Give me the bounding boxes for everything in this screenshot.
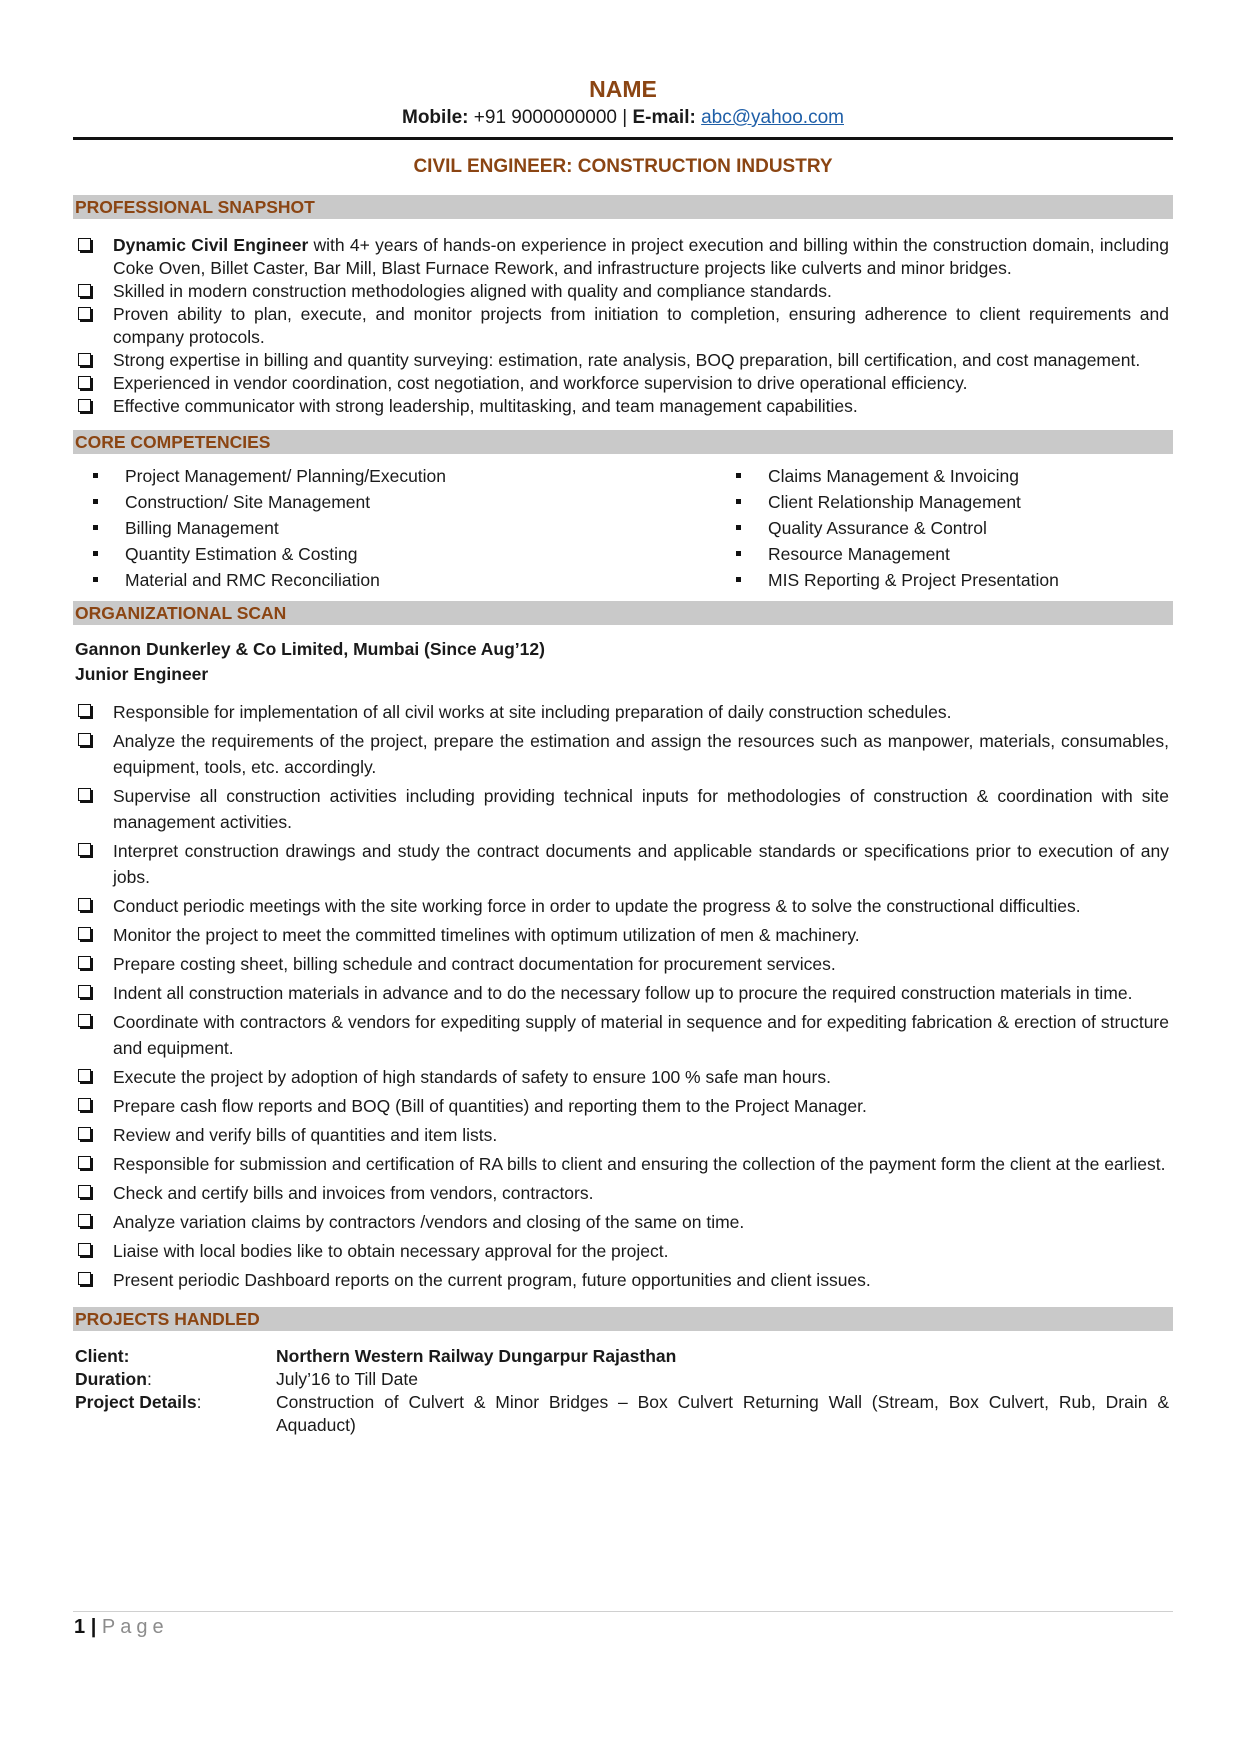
duration-label-cell xyxy=(75,1368,276,1391)
checkbox-bullet-icon xyxy=(78,1243,91,1256)
details-label-cell xyxy=(75,1391,276,1437)
contact-separator: | xyxy=(622,107,628,128)
checkbox-bullet-icon xyxy=(78,307,91,320)
list-item-text: Material and RMC Reconciliation xyxy=(125,570,380,590)
square-bullet-icon xyxy=(736,551,741,556)
checkbox-bullet-icon xyxy=(78,985,91,998)
list-item-text: Interpret construction drawings and study the contract documents and applicable standards or specifications prior to execution of any jobs. xyxy=(113,841,1169,887)
checkbox-bullet-icon xyxy=(78,353,91,366)
details-colon: : xyxy=(196,1392,202,1412)
list-item-text: Analyze the requirements of the project, prepare the estimation and assign the resources such as manpower, materials, consumables, equipment, tools, etc. accordingly. xyxy=(113,731,1169,777)
client-label: Client: xyxy=(75,1346,130,1366)
footer-separator: | xyxy=(90,1616,97,1638)
snapshot-lead-bold: Dynamic Civil Engineer xyxy=(113,235,309,255)
list-item-text: Resource Management xyxy=(768,544,950,564)
list-item xyxy=(73,1238,1173,1264)
competencies-right-column xyxy=(623,463,1059,593)
job-title: Junior Engineer xyxy=(75,664,209,684)
square-bullet-icon xyxy=(93,473,98,478)
list-item-text: Analyze variation claims by contractors /vendors and closing of the same on time. xyxy=(113,1212,745,1232)
list-item xyxy=(73,893,1173,919)
checkbox-bullet-icon xyxy=(78,927,91,940)
list-item xyxy=(73,951,1173,977)
mobile-value: +91 9000000000 xyxy=(473,107,617,128)
page-footer xyxy=(74,1616,169,1639)
list-item xyxy=(73,349,1173,372)
responsibilities-list xyxy=(73,699,1173,1293)
list-item-text: Coordinate with contractors & vendors for expediting supply of material in sequence and for expediting fabrication & erection of structure and equipment. xyxy=(113,1012,1169,1058)
list-item xyxy=(73,1009,1173,1061)
footer-divider xyxy=(73,1611,1173,1612)
list-item-text: Supervise all construction activities including providing technical inputs for methodologies of construction & coordination with site management activities. xyxy=(113,786,1169,832)
contact-line xyxy=(73,107,1173,129)
competencies-left-column xyxy=(73,463,623,593)
list-item xyxy=(73,303,1173,349)
list-item xyxy=(73,515,623,541)
square-bullet-icon xyxy=(93,551,98,556)
page-word: Page xyxy=(101,1616,169,1638)
employment-heading xyxy=(73,637,1173,687)
list-item-text: Prepare costing sheet, billing schedule and contract documentation for procurement services. xyxy=(113,954,836,974)
list-item-text: Strong expertise in billing and quantity surveying: estimation, rate analysis, BOQ preparation, bill certification, and cost management. xyxy=(113,350,1141,370)
list-item xyxy=(73,463,623,489)
list-item-text: MIS Reporting & Project Presentation xyxy=(768,570,1059,590)
list-item xyxy=(73,567,623,593)
email-link[interactable]: abc@yahoo.com xyxy=(701,107,844,128)
project-details xyxy=(73,1345,1173,1437)
list-item xyxy=(73,1209,1173,1235)
page-number: 1 xyxy=(74,1616,86,1638)
header-divider xyxy=(73,137,1173,140)
list-item xyxy=(73,1122,1173,1148)
section-organizational-scan: ORGANIZATIONAL SCAN xyxy=(73,601,1173,625)
list-item-text: Present periodic Dashboard reports on the current program, future opportunities and client issues. xyxy=(113,1270,871,1290)
checkbox-bullet-icon xyxy=(78,1214,91,1227)
list-item-text: Responsible for submission and certification of RA bills to client and ensuring the collection of the payment form the client at the earliest. xyxy=(113,1154,1166,1174)
list-item-text: Prepare cash flow reports and BOQ (Bill of quantities) and reporting them to the Project Manager. xyxy=(113,1096,867,1116)
list-item-text: Check and certify bills and invoices from vendors, contractors. xyxy=(113,1183,594,1203)
checkbox-bullet-icon xyxy=(78,1014,91,1027)
resume-page xyxy=(73,0,1173,1437)
checkbox-bullet-icon xyxy=(78,1098,91,1111)
checkbox-bullet-icon xyxy=(78,1272,91,1285)
list-item xyxy=(73,1180,1173,1206)
square-bullet-icon xyxy=(736,577,741,582)
checkbox-bullet-icon xyxy=(78,1069,91,1082)
checkbox-bullet-icon xyxy=(78,238,91,251)
duration-label: Duration xyxy=(75,1369,147,1389)
square-bullet-icon xyxy=(736,525,741,530)
snapshot-lead-text: with 4+ years of hands-on experience in project execution and billing within the construction domain, including Coke Oven, Billet Caster, Bar Mill, Blast Furnace Rework, and infrastructure projects like culverts and minor bridges. xyxy=(113,235,1169,278)
list-item-text: Skilled in modern construction methodologies aligned with quality and compliance standards. xyxy=(113,281,832,301)
list-item-text: Project Management/ Planning/Execution xyxy=(125,466,447,486)
checkbox-bullet-icon xyxy=(78,788,91,801)
list-item xyxy=(716,567,1059,593)
square-bullet-icon xyxy=(93,577,98,582)
list-item xyxy=(73,1064,1173,1090)
list-item-text: Effective communicator with strong leadership, multitasking, and team management capabilities. xyxy=(113,396,858,416)
checkbox-bullet-icon xyxy=(78,1156,91,1169)
checkbox-bullet-icon xyxy=(78,399,91,412)
mobile-label: Mobile: xyxy=(402,107,469,128)
square-bullet-icon xyxy=(93,499,98,504)
resume-headline: CIVIL ENGINEER: CONSTRUCTION INDUSTRY xyxy=(413,156,833,177)
list-item-text: Conduct periodic meetings with the site working force in order to update the progress & to solve the constructional difficulties. xyxy=(113,896,1081,916)
details-label: Project Details xyxy=(75,1392,197,1412)
list-item xyxy=(73,1267,1173,1293)
list-item xyxy=(73,1093,1173,1119)
list-item xyxy=(73,783,1173,835)
checkbox-bullet-icon xyxy=(78,956,91,969)
list-item xyxy=(73,980,1173,1006)
company-name: Gannon Dunkerley & Co Limited, Mumbai (Since Aug’12) xyxy=(75,639,545,659)
list-item xyxy=(73,372,1173,395)
list-item-text: Claims Management & Invoicing xyxy=(768,466,1019,486)
list-item xyxy=(73,541,623,567)
client-value: Northern Western Railway Dungarpur Rajasthan xyxy=(276,1346,677,1366)
list-item-text: Quality Assurance & Control xyxy=(768,518,987,538)
list-item xyxy=(716,489,1059,515)
list-item xyxy=(716,515,1059,541)
list-item xyxy=(73,1151,1173,1177)
list-item-text: Proven ability to plan, execute, and monitor projects from initiation to completion, ensuring adherence to client requirements and company protocols. xyxy=(113,304,1169,347)
list-item-text: Indent all construction materials in advance and to do the necessary follow up to procure the required construction materials in time. xyxy=(113,983,1133,1003)
list-item xyxy=(73,234,1173,280)
list-item-text: Review and verify bills of quantities and item lists. xyxy=(113,1125,498,1145)
competencies-grid xyxy=(73,463,1173,593)
checkbox-bullet-icon xyxy=(78,843,91,856)
snapshot-list xyxy=(73,234,1173,418)
candidate-name: NAME xyxy=(589,76,657,102)
list-item xyxy=(73,395,1173,418)
square-bullet-icon xyxy=(93,525,98,530)
list-item-text: Liaise with local bodies like to obtain necessary approval for the project. xyxy=(113,1241,669,1261)
list-item xyxy=(73,922,1173,948)
list-item xyxy=(716,541,1059,567)
list-item-text: Experienced in vendor coordination, cost negotiation, and workforce supervision to drive operational efficiency. xyxy=(113,373,968,393)
duration-colon: : xyxy=(146,1369,152,1389)
checkbox-bullet-icon xyxy=(78,284,91,297)
section-projects-handled: PROJECTS HANDLED xyxy=(73,1307,1173,1331)
list-item-text: Responsible for implementation of all civil works at site including preparation of daily construction schedules. xyxy=(113,702,952,722)
list-item xyxy=(73,489,623,515)
list-item xyxy=(73,728,1173,780)
list-item-text: Construction/ Site Management xyxy=(125,492,371,512)
list-item-text: Client Relationship Management xyxy=(768,492,1021,512)
list-item xyxy=(73,838,1173,890)
list-item-text: Monitor the project to meet the committed timelines with optimum utilization of men & machinery. xyxy=(113,925,860,945)
checkbox-bullet-icon xyxy=(78,1185,91,1198)
email-label: E-mail: xyxy=(632,107,696,128)
list-item-text: Billing Management xyxy=(125,518,279,538)
section-professional-snapshot: PROFESSIONAL SNAPSHOT xyxy=(73,195,1173,219)
square-bullet-icon xyxy=(736,473,741,478)
checkbox-bullet-icon xyxy=(78,376,91,389)
duration-value: July’16 to Till Date xyxy=(276,1369,419,1389)
checkbox-bullet-icon xyxy=(78,1127,91,1140)
checkbox-bullet-icon xyxy=(78,898,91,911)
square-bullet-icon xyxy=(736,499,741,504)
section-core-competencies: CORE COMPETENCIES xyxy=(73,430,1173,454)
list-item-text: Execute the project by adoption of high standards of safety to ensure 100 % safe man hours. xyxy=(113,1067,831,1087)
list-item xyxy=(73,280,1173,303)
list-item xyxy=(73,699,1173,725)
details-value: Construction of Culvert & Minor Bridges – Box Culvert Returning Wall (Stream, Box Culvert, Rub, Drain & Aquaduct) xyxy=(276,1392,1169,1435)
list-item xyxy=(716,463,1059,489)
checkbox-bullet-icon xyxy=(78,704,91,717)
checkbox-bullet-icon xyxy=(78,733,91,746)
list-item-text: Quantity Estimation & Costing xyxy=(125,544,358,564)
